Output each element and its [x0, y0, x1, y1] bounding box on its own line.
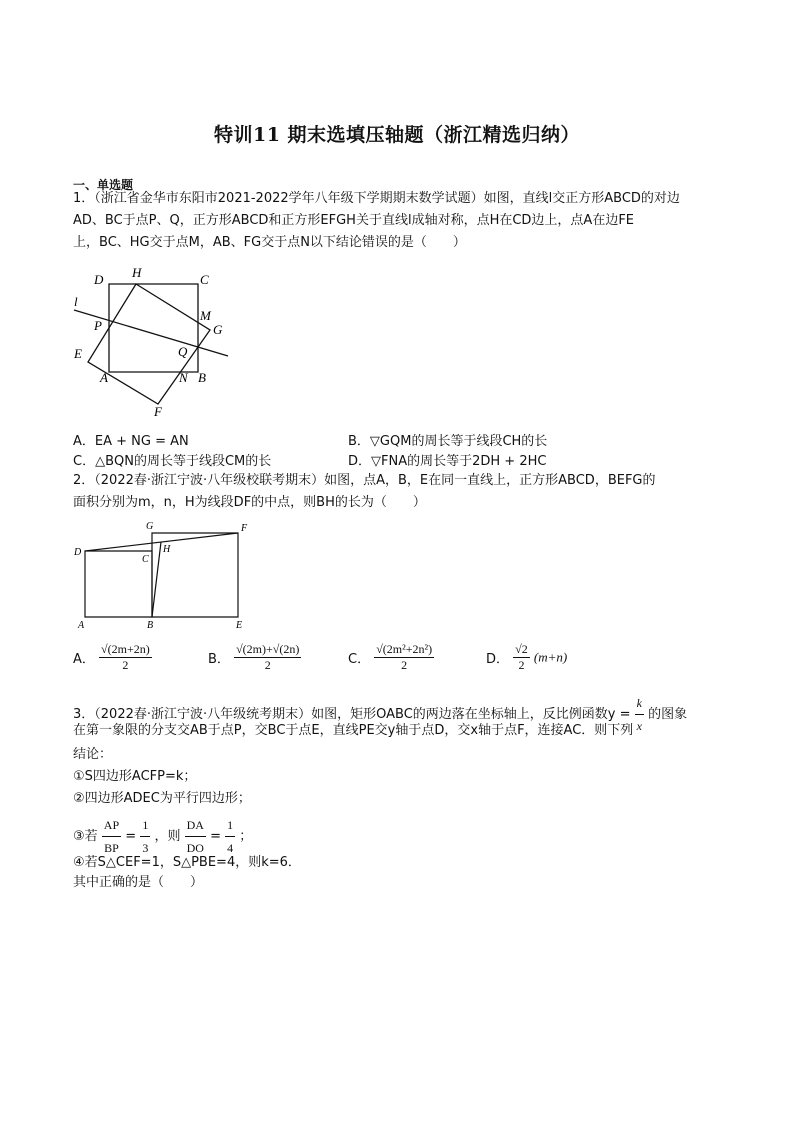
q2-figure — [70, 518, 260, 633]
label-e2: E — [236, 620, 243, 631]
q1-option-b: B．▽GQM的周长等于线段CH的长 — [348, 434, 548, 449]
q1-option-c: C．△BQN的周长等于线段CM的长 — [73, 454, 272, 469]
label-c2: C — [142, 554, 149, 565]
q1-option-a: A．EA + NG = AN — [73, 434, 189, 449]
q1-line3: 上，BC、HG交于点M，AB、FG交于点N以下结论错误的是（ ） — [73, 235, 466, 250]
q1-line2: AD、BC于点P、Q，正方形ABCD和正方形EFGH关于直线l成轴对称，点H在CD边上，点A在边FE — [73, 213, 635, 228]
label-f: F — [154, 404, 162, 419]
segment-df — [85, 533, 238, 551]
q3-statement-2: ②四边形ADEC为平行四边形； — [73, 791, 251, 806]
q3-line2: 在第一象限的分支交AB于点P，交BC于点E，直线PE交y轴于点D，交x轴于点F，连接AC．则下列 — [73, 723, 634, 738]
q3-statement-1: ①S四边形ACFP=k； — [73, 769, 197, 784]
section-heading: 一、单选题 — [73, 178, 134, 192]
q1-option-d: D．▽FNA的周长等于2DH + 2HC — [348, 454, 547, 469]
label-c: C — [200, 272, 209, 287]
label-l: l — [74, 294, 78, 309]
q3-statement-4: ④若S△CEF=1，S△PBE=4，则k=6． — [73, 855, 301, 870]
q2-option-c: C． $\frac{\text{√(2m²+2n²)}}{2}$ — [348, 642, 433, 672]
label-d: D — [94, 272, 104, 287]
label-h: H — [132, 265, 142, 280]
q2-line1: 2．（2022春·浙江宁波·八年级校联考期末）如图，点A，B，E在同一直线上，正方形ABCD，BEFG的 — [73, 473, 656, 488]
label-h2: H — [163, 544, 171, 555]
page-title: 特训11 期末选填压轴题（浙江精选归纳） — [213, 124, 581, 146]
label-a: A — [100, 370, 108, 385]
label-p: P — [94, 318, 102, 333]
q1-figure — [70, 262, 240, 422]
q3-ending: 其中正确的是（ ） — [73, 875, 204, 890]
label-n: N — [179, 370, 188, 385]
q2-line2: 面积分别为m，n，H为线段DF的中点，则BH的长为（ ） — [73, 495, 426, 510]
label-a2: A — [78, 620, 85, 631]
label-b2: B — [147, 620, 154, 631]
q2-option-d: D． $\frac{√2}{2}$ (m+n) — [486, 642, 568, 672]
label-e: E — [74, 346, 82, 361]
label-b: B — [198, 370, 206, 385]
q3-line3: 结论： — [73, 747, 113, 762]
label-q: Q — [178, 344, 188, 359]
label-g2: G — [146, 521, 154, 532]
label-g: G — [213, 322, 223, 337]
label-m: M — [200, 308, 211, 323]
q1-line1: 1．（浙江省金华市东阳市2021-2022学年八年级下学期期末数学试题）如图，直线l交正方形ABCD的对边 — [73, 191, 680, 206]
label-d2: D — [74, 547, 82, 558]
q3-statement-3: ③若 $\frac{AP}{BP}$ = $\frac{1}{3}$ ，则 $\frac{DA}{DO}$ = $\frac{1}{4}$ ； — [73, 814, 252, 859]
label-f2: F — [241, 523, 248, 534]
q2-option-b: B． $\frac{√(2m)+√(2n)}{2}$ — [208, 642, 300, 672]
q2-option-a: A． $\frac{√(2m+2n)}{2}$ — [73, 642, 150, 672]
square-efgh — [88, 284, 210, 404]
segment-bh — [152, 542, 161, 617]
q3-line1: 3．（2022春·浙江宁波·八年级统考期末）如图，矩形OABC的两边落在坐标轴上，反比例函数y = $\frac{k}{x}$ 的图象 — [73, 692, 687, 737]
